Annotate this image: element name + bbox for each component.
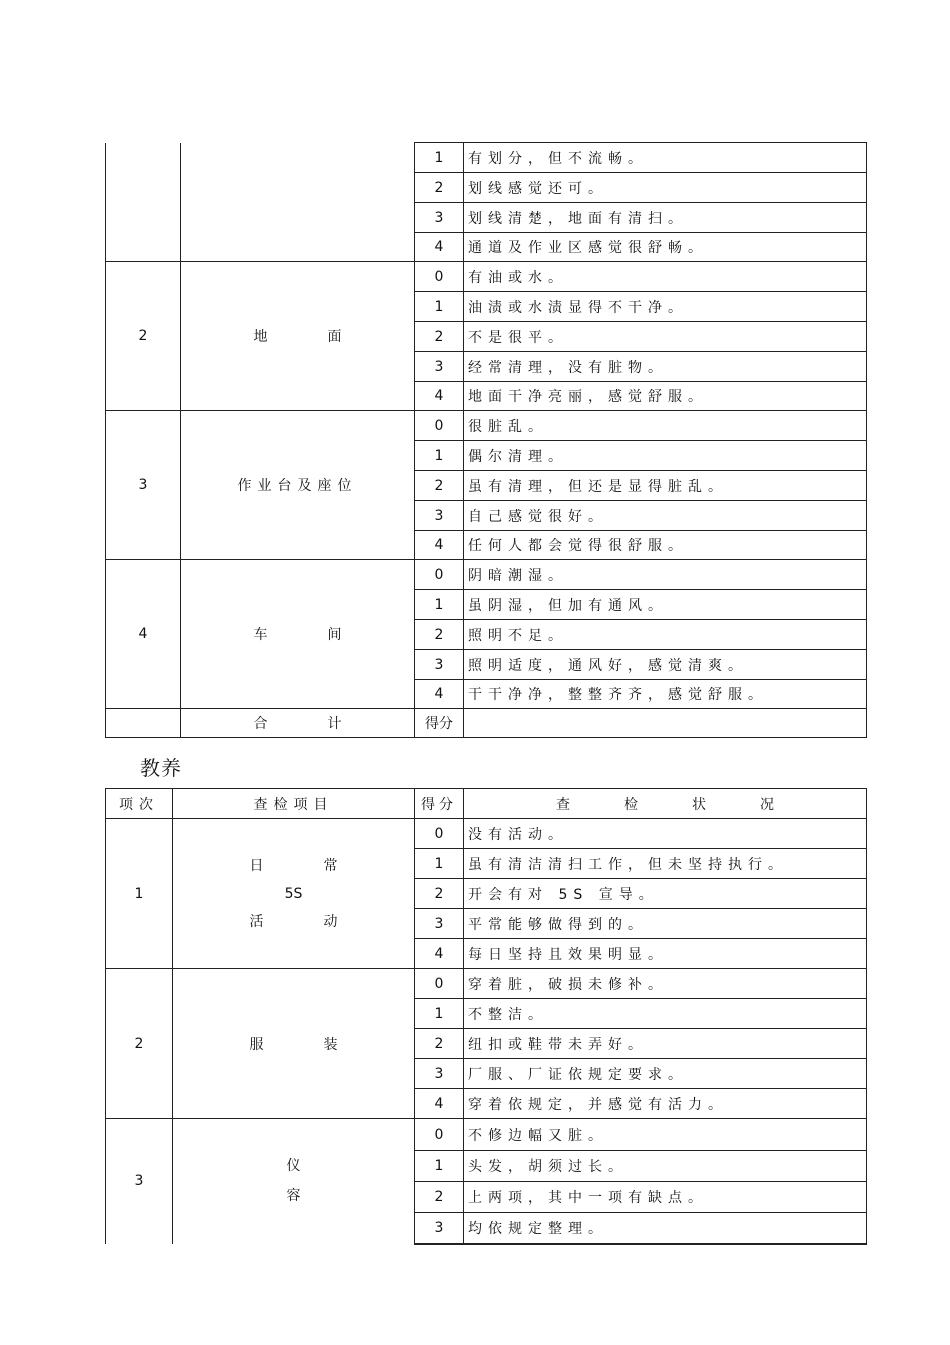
desc-cell: 均依规定整理。 — [464, 1213, 867, 1244]
score-cell: 3 — [415, 1059, 464, 1089]
score-cell: 1 — [415, 441, 464, 471]
item-name-line: 5S — [284, 885, 303, 902]
desc-cell: 没有活动。 — [464, 819, 867, 849]
score-cell: 4 — [415, 680, 464, 709]
section-title: 教养 — [140, 756, 182, 780]
total-row — [106, 709, 867, 738]
header-status-char: 检 — [624, 796, 638, 813]
desc-cell: 上两项，其中一项有缺点。 — [464, 1182, 867, 1213]
desc-cell: 厂服、厂证依规定要求。 — [464, 1059, 867, 1089]
item-name-part: 间 — [327, 627, 342, 643]
score-cell: 3 — [415, 1213, 464, 1244]
desc-cell: 干干净净，整整齐齐，感觉舒服。 — [464, 680, 867, 709]
desc-cell: 任何人都会觉得很舒服。 — [464, 531, 867, 560]
desc-cell: 经常清理，没有脏物。 — [464, 352, 867, 382]
desc-cell: 照明不足。 — [464, 620, 867, 650]
score-cell: 4 — [415, 1089, 464, 1119]
score-cell: 2 — [415, 620, 464, 650]
desc-cell: 很脏乱。 — [464, 411, 867, 441]
desc-cell: 有划分，但不流畅。 — [464, 143, 867, 173]
desc-cell: 偶尔清理。 — [464, 441, 867, 471]
score-cell: 0 — [415, 560, 464, 590]
score-cell: 2 — [415, 879, 464, 909]
score-cell: 2 — [415, 173, 464, 203]
desc-cell: 不修边幅又脏。 — [464, 1119, 867, 1151]
score-cell: 0 — [415, 819, 464, 849]
total-no-cell — [106, 709, 181, 738]
desc-cell: 平常能够做得到的。 — [464, 909, 867, 939]
item-no-cell: 3 — [106, 411, 181, 560]
desc-cell: 自己感觉很好。 — [464, 501, 867, 531]
total-label-part: 合 — [253, 716, 268, 732]
score-cell: 2 — [415, 1182, 464, 1213]
total-score-label: 得分 — [415, 709, 464, 738]
desc-cell: 每日坚持且效果明显。 — [464, 939, 867, 969]
item-no-cell: 1 — [106, 819, 173, 969]
desc-cell: 不是很平。 — [464, 322, 867, 352]
score-cell: 1 — [415, 143, 464, 173]
desc-cell: 阴暗潮湿。 — [464, 560, 867, 590]
item-name-line: 仪 — [286, 1158, 301, 1175]
score-cell: 1 — [415, 292, 464, 322]
score-cell: 4 — [415, 382, 464, 411]
table-row — [106, 411, 867, 441]
score-cell: 2 — [415, 322, 464, 352]
table-row — [106, 262, 867, 292]
score-cell: 1 — [415, 849, 464, 879]
desc-cell: 有油或水。 — [464, 262, 867, 292]
score-cell: 0 — [415, 1119, 464, 1151]
desc-cell: 穿着脏，破损未修补。 — [464, 969, 867, 999]
item-name-cell — [173, 1119, 415, 1244]
score-cell: 4 — [415, 939, 464, 969]
desc-cell: 穿着依规定，并感觉有活力。 — [464, 1089, 867, 1119]
table-row — [106, 819, 867, 849]
item-name-cell — [181, 262, 415, 411]
inspection-table-top — [105, 142, 867, 738]
desc-cell: 划线感觉还可。 — [464, 173, 867, 203]
item-name-part: 装 — [323, 1036, 338, 1053]
header-status-char: 查 — [556, 796, 570, 813]
total-label-part: 计 — [327, 716, 342, 732]
table-row — [106, 560, 867, 590]
header-status-char: 状 — [692, 796, 706, 813]
inspection-table-manners — [105, 788, 867, 1245]
desc-cell: 油渍或水渍显得不干净。 — [464, 292, 867, 322]
header-status — [464, 789, 867, 819]
desc-cell: 开会有对 5S 宣导。 — [464, 879, 867, 909]
desc-cell: 纽扣或鞋带未弄好。 — [464, 1029, 867, 1059]
score-cell: 4 — [415, 233, 464, 262]
item-name-line: 活 动 — [249, 913, 338, 930]
item-name-part: 车 — [253, 627, 268, 643]
score-cell: 0 — [415, 262, 464, 292]
header-status-char: 况 — [760, 796, 774, 813]
item-name-cell — [181, 560, 415, 709]
desc-cell: 虽阴湿，但加有通风。 — [464, 590, 867, 620]
desc-cell: 虽有清洁清扫工作，但未坚持执行。 — [464, 849, 867, 879]
score-cell: 2 — [415, 1029, 464, 1059]
header-no: 项次 — [106, 789, 173, 819]
score-cell: 3 — [415, 501, 464, 531]
total-label-cell — [181, 709, 415, 738]
item-name-part: 服 — [249, 1036, 264, 1053]
score-cell: 2 — [415, 471, 464, 501]
header-item: 查检项目 — [173, 789, 415, 819]
desc-cell: 头发，胡须过长。 — [464, 1151, 867, 1182]
table-row — [106, 1119, 867, 1151]
desc-cell: 虽有清理，但还是显得脏乱。 — [464, 471, 867, 501]
desc-cell: 照明适度，通风好，感觉清爽。 — [464, 650, 867, 680]
item-no-cell: 3 — [106, 1119, 173, 1244]
score-cell: 3 — [415, 352, 464, 382]
score-cell: 1 — [415, 999, 464, 1029]
item-name-cell: 作业台及座位 — [181, 411, 415, 560]
desc-cell: 不整洁。 — [464, 999, 867, 1029]
score-cell: 1 — [415, 590, 464, 620]
table-row — [106, 143, 867, 173]
desc-cell: 通道及作业区感觉很舒畅。 — [464, 233, 867, 262]
item-name-line: 日 常 — [249, 857, 338, 874]
item-name-line: 容 — [286, 1188, 301, 1205]
item-name-part: 地 — [253, 329, 268, 345]
item-name-part: 面 — [327, 329, 342, 345]
header-score: 得分 — [415, 789, 464, 819]
desc-cell: 地面干净亮丽，感觉舒服。 — [464, 382, 867, 411]
score-cell: 3 — [415, 650, 464, 680]
continued-item-cell — [181, 143, 415, 262]
continued-no-cell — [106, 143, 181, 262]
item-name-cell — [173, 819, 415, 969]
table-row — [106, 969, 867, 999]
score-cell: 3 — [415, 203, 464, 233]
item-no-cell: 2 — [106, 969, 173, 1119]
desc-cell: 划线清楚，地面有清扫。 — [464, 203, 867, 233]
total-score-value — [464, 709, 867, 738]
score-cell: 0 — [415, 411, 464, 441]
header-row — [106, 789, 867, 819]
score-cell: 1 — [415, 1151, 464, 1182]
item-no-cell: 4 — [106, 560, 181, 709]
item-name-cell — [173, 969, 415, 1119]
score-cell: 0 — [415, 969, 464, 999]
item-no-cell: 2 — [106, 262, 181, 411]
score-cell: 3 — [415, 909, 464, 939]
score-cell: 4 — [415, 531, 464, 560]
